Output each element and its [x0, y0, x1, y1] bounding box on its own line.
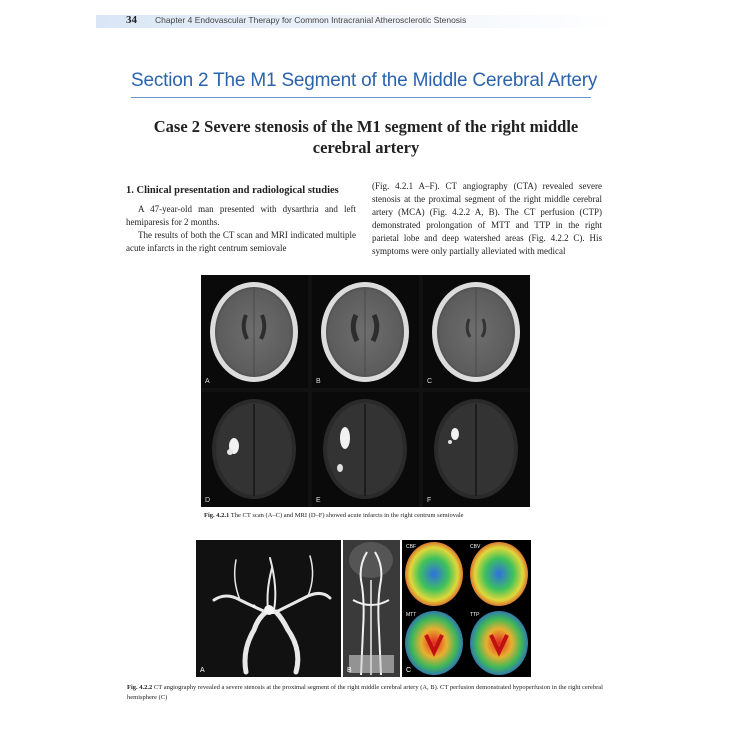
panel-letter: B — [347, 667, 352, 674]
ct-scan-panel-a — [201, 275, 308, 388]
panel-letter: E — [316, 497, 321, 504]
left-column — [126, 180, 356, 255]
panel-letter: A — [205, 378, 210, 385]
cta-panel-b — [343, 540, 400, 677]
mri-panel-e — [312, 392, 419, 507]
caption-label: Fig. 4.2.2 — [127, 684, 153, 691]
running-title: Chapter 4 Endovascular Therapy for Common Intracranial Atherosclerotic Stenosis — [155, 15, 467, 25]
page-number: 34 — [126, 14, 137, 26]
mri-panel-d — [201, 392, 308, 507]
ct-scan-panel-b — [312, 275, 419, 388]
panel-letter: B — [316, 378, 321, 385]
case-title: Case 2 Severe stenosis of the M1 segment of the right middle cerebral artery — [153, 117, 579, 157]
section-rule — [131, 97, 591, 98]
panel-letter: C — [427, 378, 433, 385]
cta-panel-a — [196, 540, 341, 677]
paragraph: A 47-year-old man presented with dysarthria and left hemiparesis for 2 months. — [126, 204, 356, 227]
ct-scan-panel-c — [423, 275, 530, 388]
caption-text: The CT scan (A–C) and MRI (D–F) showed acute infarcts in the right centrum semiovale — [230, 512, 464, 519]
figure-caption — [204, 512, 464, 519]
panel-letter: A — [200, 667, 205, 674]
perfusion-label: MTT — [406, 612, 417, 618]
paragraph: (Fig. 4.2.1 A–F). CT angiography (CTA) revealed severe stenosis at the proximal segment of the right middle cerebral artery (MCA) (Fig. 4.2.2 A, B). The CT perfusion (CTP) demonstrated prolongation of MTT and TTP in the right parietal lobe and deep watershed areas (Fig. 4.2.2 C). His symptoms were only partially alleviated with medical — [372, 181, 602, 256]
caption-text: CT angiography revealed a severe stenosis at the proximal segment of the right middle cerebral artery (A, B). CT perfusion demonstrated hypoperfusion in the right cerebral hemisphere (C) — [127, 684, 603, 701]
section-title: Section 2 The M1 Segment of the Middle Cerebral Artery — [131, 70, 598, 91]
perfusion-label: TTP — [470, 612, 480, 618]
figure-4-2-1 — [201, 275, 530, 507]
panel-letter: C — [406, 667, 412, 674]
paragraph: The results of both the CT scan and MRI indicated multiple acute infarcts in the right centrum semiovale — [126, 230, 356, 253]
ct-perfusion-panel-c — [402, 540, 531, 677]
figure-caption — [127, 683, 607, 703]
panel-letter: F — [427, 497, 432, 504]
perfusion-label: CBV — [470, 544, 481, 550]
right-column — [372, 180, 602, 258]
mri-panel-f — [423, 392, 530, 507]
caption-label: Fig. 4.2.1 — [204, 512, 230, 519]
panel-letter: D — [205, 497, 211, 504]
subsection-heading: 1. Clinical presentation and radiological studies — [126, 185, 339, 196]
perfusion-label: CBF — [406, 544, 416, 550]
